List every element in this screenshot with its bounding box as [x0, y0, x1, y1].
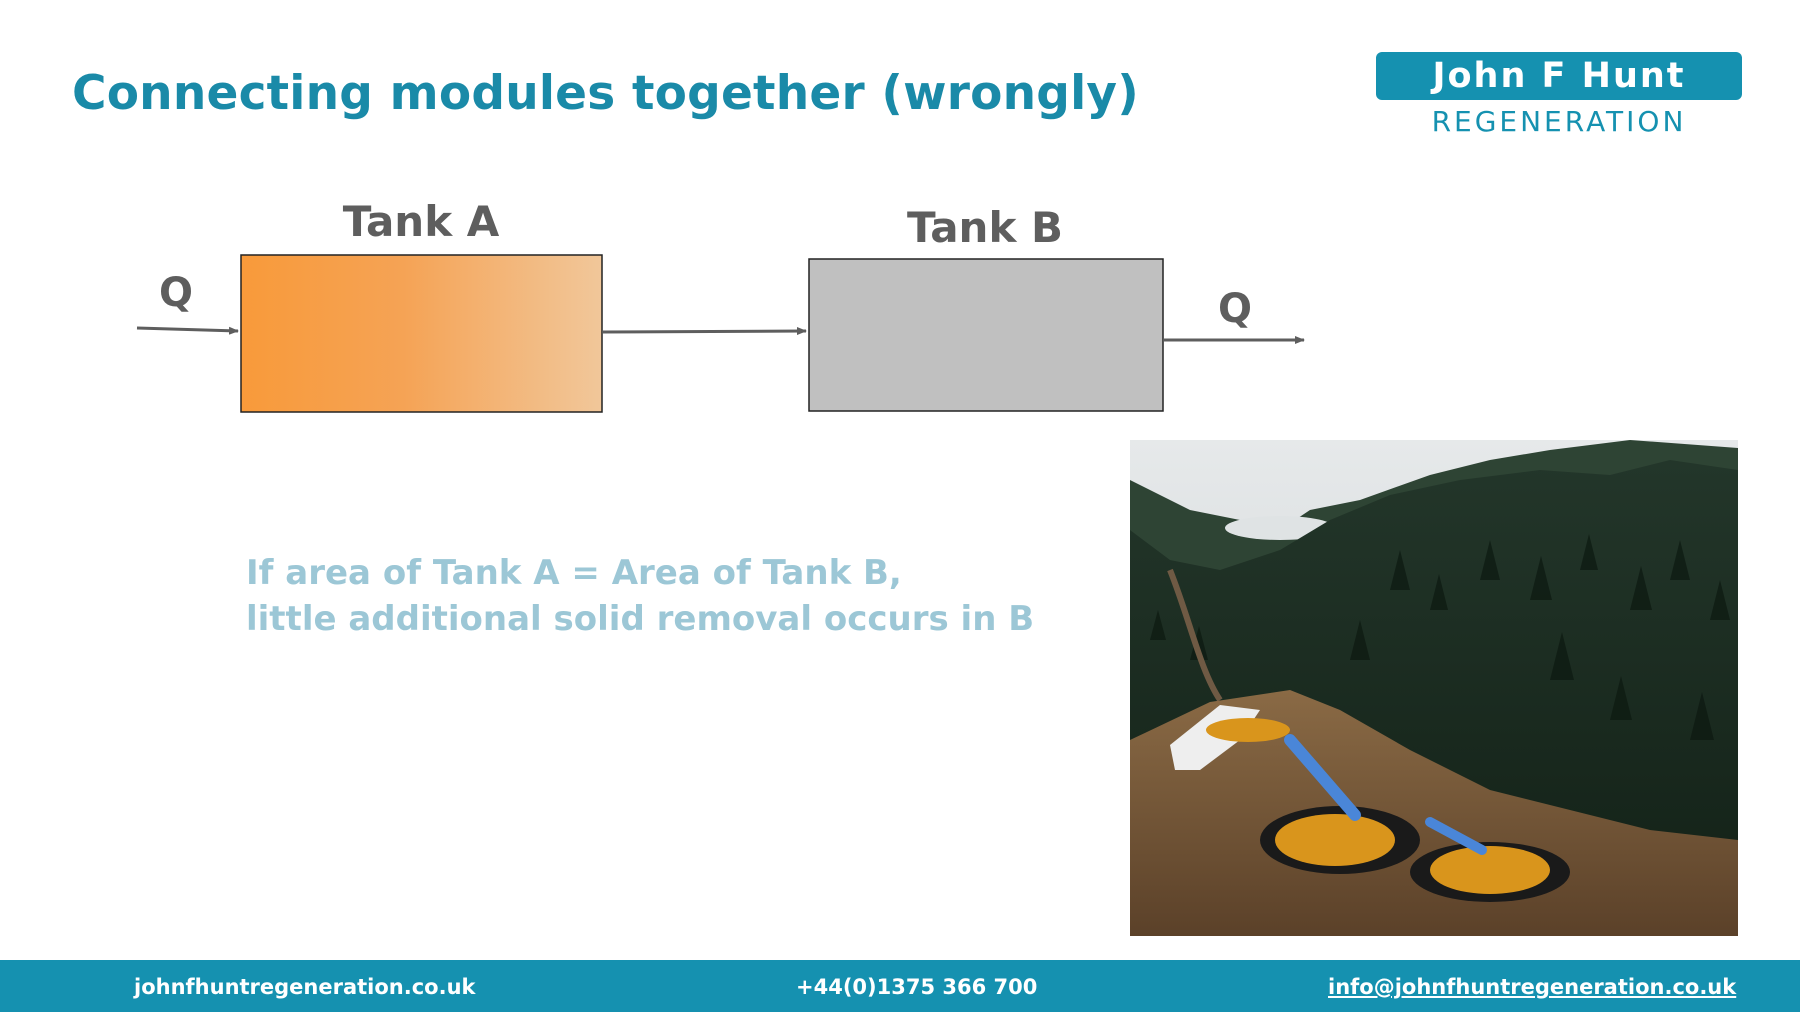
tank-diagram	[0, 0, 1800, 440]
explanation-line-1: If area of Tank A = Area of Tank B,	[246, 553, 902, 593]
footer-website[interactable]: johnfhuntregeneration.co.uk	[134, 975, 476, 999]
footer-bar	[0, 960, 1800, 1012]
logo-wordmark: John F Hunt	[1376, 52, 1742, 100]
inflow-arrow	[137, 328, 238, 331]
connector-arrow	[603, 331, 806, 332]
tank-a-label: Tank A	[342, 197, 500, 246]
footer-phone: +44(0)1375 366 700	[796, 975, 1038, 999]
logo-subtitle: REGENERATION	[1431, 105, 1687, 138]
tank-a	[241, 255, 602, 412]
outflow-label: Q	[1217, 286, 1253, 332]
inflow-label: Q	[158, 270, 194, 316]
settling-ponds-photo	[1130, 440, 1738, 936]
tank-b	[809, 259, 1163, 411]
slide-title: Connecting modules together (wrongly)	[72, 66, 1139, 121]
tank-b-label: Tank B	[906, 203, 1064, 252]
footer-email-link[interactable]: info@johnfhuntregeneration.co.uk	[1328, 975, 1737, 999]
explanation-line-2: little additional solid removal occurs in B	[246, 599, 1035, 639]
explanation-text	[246, 550, 1034, 642]
